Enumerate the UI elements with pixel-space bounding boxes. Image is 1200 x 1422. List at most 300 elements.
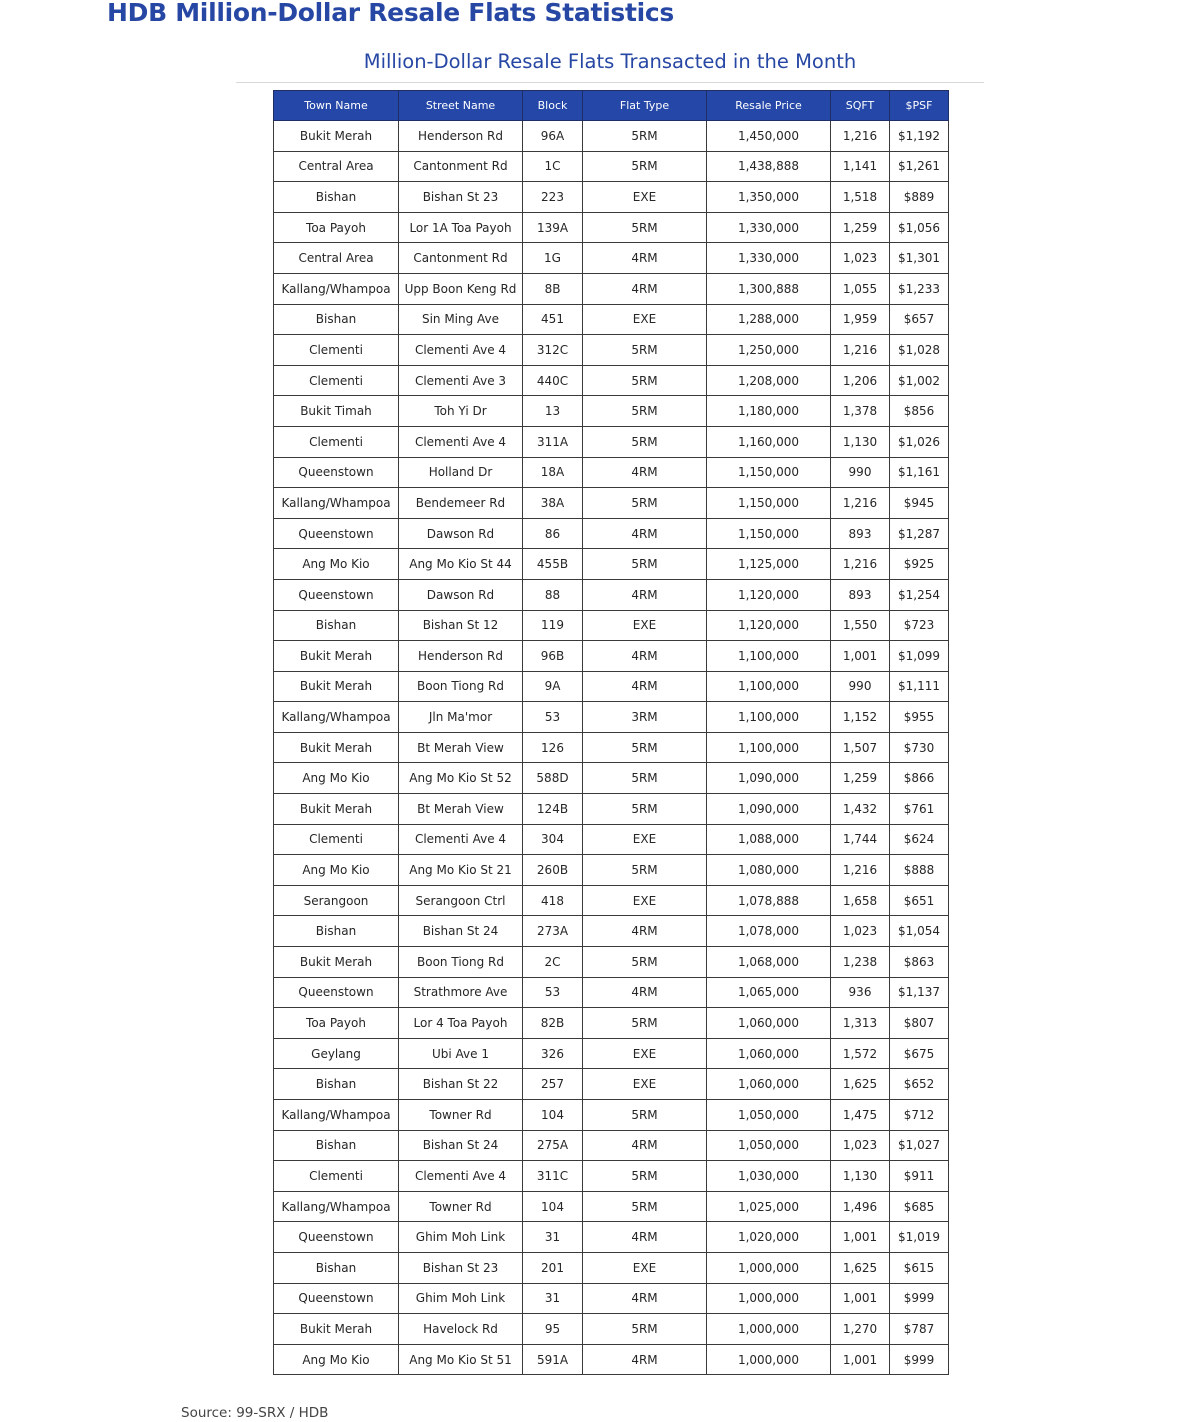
- cell-town-name: Ang Mo Kio: [274, 763, 399, 794]
- cell-psf: $955: [890, 702, 949, 733]
- table-row: [274, 1191, 949, 1222]
- cell-town-name: Bishan: [274, 610, 399, 641]
- cell-block: 9A: [523, 671, 583, 702]
- cell-sqft: 1,238: [831, 947, 890, 978]
- cell-sqft: 1,507: [831, 732, 890, 763]
- cell-flat-type: 5RM: [583, 1100, 707, 1131]
- cell-resale-price: 1,288,000: [707, 304, 831, 335]
- table-row: [274, 243, 949, 274]
- cell-street-name: Henderson Rd: [399, 641, 523, 672]
- table-row: [274, 304, 949, 335]
- cell-psf: $1,028: [890, 335, 949, 366]
- cell-psf: $1,287: [890, 518, 949, 549]
- cell-block: 96A: [523, 121, 583, 152]
- cell-street-name: Cantonment Rd: [399, 243, 523, 274]
- cell-resale-price: 1,120,000: [707, 579, 831, 610]
- cell-town-name: Toa Payoh: [274, 1008, 399, 1039]
- cell-block: 53: [523, 702, 583, 733]
- table-row: [274, 426, 949, 457]
- column-header-sqft: SQFT: [831, 91, 890, 121]
- cell-sqft: 1,130: [831, 426, 890, 457]
- cell-resale-price: 1,050,000: [707, 1130, 831, 1161]
- cell-sqft: 1,572: [831, 1038, 890, 1069]
- cell-psf: $945: [890, 488, 949, 519]
- cell-sqft: 1,475: [831, 1100, 890, 1131]
- cell-street-name: Bendemeer Rd: [399, 488, 523, 519]
- cell-resale-price: 1,078,000: [707, 916, 831, 947]
- cell-block: 440C: [523, 365, 583, 396]
- cell-sqft: 1,259: [831, 212, 890, 243]
- cell-town-name: Bishan: [274, 1252, 399, 1283]
- cell-town-name: Kallang/Whampoa: [274, 488, 399, 519]
- table-row: [274, 212, 949, 243]
- cell-sqft: 1,001: [831, 641, 890, 672]
- cell-sqft: 1,130: [831, 1161, 890, 1192]
- cell-resale-price: 1,000,000: [707, 1314, 831, 1345]
- cell-resale-price: 1,020,000: [707, 1222, 831, 1253]
- cell-block: 96B: [523, 641, 583, 672]
- cell-flat-type: 5RM: [583, 488, 707, 519]
- cell-sqft: 1,550: [831, 610, 890, 641]
- cell-sqft: 1,216: [831, 335, 890, 366]
- cell-block: 275A: [523, 1130, 583, 1161]
- cell-town-name: Bishan: [274, 182, 399, 213]
- cell-resale-price: 1,125,000: [707, 549, 831, 580]
- cell-town-name: Toa Payoh: [274, 212, 399, 243]
- cell-block: 418: [523, 885, 583, 916]
- cell-resale-price: 1,000,000: [707, 1344, 831, 1375]
- cell-sqft: 1,744: [831, 824, 890, 855]
- cell-town-name: Clementi: [274, 824, 399, 855]
- cell-block: 31: [523, 1222, 583, 1253]
- cell-flat-type: 5RM: [583, 947, 707, 978]
- cell-psf: $1,192: [890, 121, 949, 152]
- cell-street-name: Ang Mo Kio St 51: [399, 1344, 523, 1375]
- cell-resale-price: 1,250,000: [707, 335, 831, 366]
- cell-town-name: Clementi: [274, 426, 399, 457]
- cell-town-name: Bukit Merah: [274, 794, 399, 825]
- table-row: [274, 763, 949, 794]
- cell-block: 31: [523, 1283, 583, 1314]
- cell-block: 119: [523, 610, 583, 641]
- cell-psf: $1,026: [890, 426, 949, 457]
- cell-psf: $615: [890, 1252, 949, 1283]
- page-title: HDB Million-Dollar Resale Flats Statistics: [107, 0, 674, 27]
- cell-block: 591A: [523, 1344, 583, 1375]
- cell-psf: $866: [890, 763, 949, 794]
- cell-resale-price: 1,330,000: [707, 212, 831, 243]
- cell-flat-type: EXE: [583, 885, 707, 916]
- table-row: [274, 488, 949, 519]
- cell-resale-price: 1,100,000: [707, 671, 831, 702]
- cell-resale-price: 1,030,000: [707, 1161, 831, 1192]
- column-header-resale-price: Resale Price: [707, 91, 831, 121]
- cell-psf: $1,254: [890, 579, 949, 610]
- cell-sqft: 1,001: [831, 1222, 890, 1253]
- cell-flat-type: EXE: [583, 1038, 707, 1069]
- cell-block: 311C: [523, 1161, 583, 1192]
- table-row: [274, 977, 949, 1008]
- cell-flat-type: 4RM: [583, 243, 707, 274]
- table-row: [274, 1314, 949, 1345]
- cell-sqft: 1,259: [831, 763, 890, 794]
- column-header-psf: $PSF: [890, 91, 949, 121]
- cell-block: 124B: [523, 794, 583, 825]
- cell-flat-type: EXE: [583, 610, 707, 641]
- cell-resale-price: 1,330,000: [707, 243, 831, 274]
- cell-block: 104: [523, 1100, 583, 1131]
- cell-resale-price: 1,060,000: [707, 1038, 831, 1069]
- cell-flat-type: EXE: [583, 1069, 707, 1100]
- cell-street-name: Sin Ming Ave: [399, 304, 523, 335]
- cell-flat-type: 5RM: [583, 1008, 707, 1039]
- cell-psf: $1,261: [890, 151, 949, 182]
- cell-flat-type: 3RM: [583, 702, 707, 733]
- cell-town-name: Clementi: [274, 1161, 399, 1192]
- cell-flat-type: 5RM: [583, 1161, 707, 1192]
- cell-town-name: Queenstown: [274, 518, 399, 549]
- cell-town-name: Kallang/Whampoa: [274, 1191, 399, 1222]
- cell-street-name: Towner Rd: [399, 1191, 523, 1222]
- cell-town-name: Clementi: [274, 335, 399, 366]
- cell-flat-type: 4RM: [583, 518, 707, 549]
- cell-block: 451: [523, 304, 583, 335]
- table-row: [274, 824, 949, 855]
- cell-resale-price: 1,100,000: [707, 641, 831, 672]
- cell-block: 588D: [523, 763, 583, 794]
- cell-sqft: 1,023: [831, 916, 890, 947]
- cell-street-name: Ubi Ave 1: [399, 1038, 523, 1069]
- cell-street-name: Bishan St 12: [399, 610, 523, 641]
- cell-resale-price: 1,000,000: [707, 1252, 831, 1283]
- cell-block: 53: [523, 977, 583, 1008]
- table-row: [274, 365, 949, 396]
- title-divider: [236, 82, 984, 83]
- cell-street-name: Ang Mo Kio St 44: [399, 549, 523, 580]
- cell-sqft: 1,216: [831, 549, 890, 580]
- cell-town-name: Queenstown: [274, 457, 399, 488]
- cell-street-name: Holland Dr: [399, 457, 523, 488]
- cell-sqft: 1,206: [831, 365, 890, 396]
- cell-psf: $1,002: [890, 365, 949, 396]
- cell-block: 223: [523, 182, 583, 213]
- cell-flat-type: 4RM: [583, 916, 707, 947]
- cell-resale-price: 1,088,000: [707, 824, 831, 855]
- table-row: [274, 885, 949, 916]
- cell-psf: $712: [890, 1100, 949, 1131]
- cell-block: 139A: [523, 212, 583, 243]
- cell-block: 38A: [523, 488, 583, 519]
- cell-town-name: Ang Mo Kio: [274, 549, 399, 580]
- cell-street-name: Ang Mo Kio St 21: [399, 855, 523, 886]
- cell-street-name: Clementi Ave 4: [399, 1161, 523, 1192]
- cell-resale-price: 1,080,000: [707, 855, 831, 886]
- cell-flat-type: 4RM: [583, 641, 707, 672]
- cell-flat-type: 5RM: [583, 151, 707, 182]
- cell-street-name: Bishan St 22: [399, 1069, 523, 1100]
- cell-sqft: 1,023: [831, 1130, 890, 1161]
- cell-street-name: Ghim Moh Link: [399, 1283, 523, 1314]
- cell-psf: $723: [890, 610, 949, 641]
- cell-town-name: Queenstown: [274, 579, 399, 610]
- cell-flat-type: 5RM: [583, 794, 707, 825]
- cell-psf: $1,019: [890, 1222, 949, 1253]
- cell-town-name: Serangoon: [274, 885, 399, 916]
- table-row: [274, 1038, 949, 1069]
- table-row: [274, 182, 949, 213]
- cell-sqft: 990: [831, 457, 890, 488]
- cell-flat-type: 4RM: [583, 579, 707, 610]
- cell-resale-price: 1,350,000: [707, 182, 831, 213]
- cell-psf: $999: [890, 1344, 949, 1375]
- cell-resale-price: 1,450,000: [707, 121, 831, 152]
- cell-sqft: 893: [831, 518, 890, 549]
- table-row: [274, 702, 949, 733]
- cell-resale-price: 1,100,000: [707, 702, 831, 733]
- cell-block: 273A: [523, 916, 583, 947]
- cell-sqft: 1,518: [831, 182, 890, 213]
- cell-psf: $1,027: [890, 1130, 949, 1161]
- table-row: [274, 916, 949, 947]
- cell-psf: $925: [890, 549, 949, 580]
- cell-town-name: Ang Mo Kio: [274, 855, 399, 886]
- column-header-street-name: Street Name: [399, 91, 523, 121]
- cell-psf: $1,111: [890, 671, 949, 702]
- table-row: [274, 1252, 949, 1283]
- cell-flat-type: 4RM: [583, 1222, 707, 1253]
- table-row: [274, 518, 949, 549]
- cell-block: 1C: [523, 151, 583, 182]
- cell-street-name: Boon Tiong Rd: [399, 947, 523, 978]
- cell-town-name: Kallang/Whampoa: [274, 273, 399, 304]
- table-row: [274, 610, 949, 641]
- cell-sqft: 1,625: [831, 1069, 890, 1100]
- cell-town-name: Central Area: [274, 243, 399, 274]
- cell-psf: $1,054: [890, 916, 949, 947]
- cell-sqft: 1,658: [831, 885, 890, 916]
- header-row: [274, 91, 949, 121]
- cell-psf: $651: [890, 885, 949, 916]
- cell-block: 201: [523, 1252, 583, 1283]
- cell-resale-price: 1,160,000: [707, 426, 831, 457]
- cell-psf: $1,137: [890, 977, 949, 1008]
- cell-street-name: Upp Boon Keng Rd: [399, 273, 523, 304]
- cell-flat-type: 5RM: [583, 1314, 707, 1345]
- cell-psf: $1,233: [890, 273, 949, 304]
- cell-resale-price: 1,060,000: [707, 1069, 831, 1100]
- cell-street-name: Bt Merah View: [399, 732, 523, 763]
- table-row: [274, 1069, 949, 1100]
- table-row: [274, 1283, 949, 1314]
- cell-sqft: 1,625: [831, 1252, 890, 1283]
- cell-street-name: Lor 1A Toa Payoh: [399, 212, 523, 243]
- cell-town-name: Bishan: [274, 1069, 399, 1100]
- table-row: [274, 151, 949, 182]
- cell-block: 326: [523, 1038, 583, 1069]
- cell-town-name: Central Area: [274, 151, 399, 182]
- cell-block: 86: [523, 518, 583, 549]
- cell-street-name: Serangoon Ctrl: [399, 885, 523, 916]
- table-row: [274, 549, 949, 580]
- cell-resale-price: 1,065,000: [707, 977, 831, 1008]
- cell-street-name: Jln Ma'mor: [399, 702, 523, 733]
- cell-flat-type: 4RM: [583, 273, 707, 304]
- cell-resale-price: 1,000,000: [707, 1283, 831, 1314]
- table-row: [274, 947, 949, 978]
- table-row: [274, 273, 949, 304]
- cell-resale-price: 1,050,000: [707, 1100, 831, 1131]
- cell-resale-price: 1,120,000: [707, 610, 831, 641]
- cell-resale-price: 1,208,000: [707, 365, 831, 396]
- table-row: [274, 794, 949, 825]
- cell-resale-price: 1,150,000: [707, 488, 831, 519]
- table-row: [274, 671, 949, 702]
- cell-town-name: Geylang: [274, 1038, 399, 1069]
- cell-street-name: Bishan St 24: [399, 1130, 523, 1161]
- cell-sqft: 1,378: [831, 396, 890, 427]
- cell-flat-type: 5RM: [583, 855, 707, 886]
- cell-town-name: Queenstown: [274, 1283, 399, 1314]
- cell-sqft: 1,001: [831, 1344, 890, 1375]
- cell-town-name: Kallang/Whampoa: [274, 1100, 399, 1131]
- table-row: [274, 335, 949, 366]
- cell-sqft: 1,055: [831, 273, 890, 304]
- cell-psf: $675: [890, 1038, 949, 1069]
- cell-town-name: Bukit Merah: [274, 121, 399, 152]
- resale-flats-table: [273, 90, 949, 1375]
- cell-sqft: 990: [831, 671, 890, 702]
- cell-sqft: 1,216: [831, 488, 890, 519]
- cell-block: 260B: [523, 855, 583, 886]
- cell-psf: $889: [890, 182, 949, 213]
- cell-sqft: 936: [831, 977, 890, 1008]
- cell-psf: $863: [890, 947, 949, 978]
- cell-flat-type: 5RM: [583, 396, 707, 427]
- cell-flat-type: 5RM: [583, 763, 707, 794]
- cell-flat-type: 4RM: [583, 457, 707, 488]
- cell-street-name: Bishan St 23: [399, 1252, 523, 1283]
- cell-block: 13: [523, 396, 583, 427]
- cell-psf: $856: [890, 396, 949, 427]
- cell-sqft: 1,216: [831, 121, 890, 152]
- cell-block: 8B: [523, 273, 583, 304]
- cell-flat-type: 5RM: [583, 365, 707, 396]
- cell-block: 455B: [523, 549, 583, 580]
- cell-flat-type: 5RM: [583, 732, 707, 763]
- cell-street-name: Ang Mo Kio St 52: [399, 763, 523, 794]
- cell-resale-price: 1,300,888: [707, 273, 831, 304]
- cell-flat-type: 5RM: [583, 1191, 707, 1222]
- cell-block: 257: [523, 1069, 583, 1100]
- cell-resale-price: 1,060,000: [707, 1008, 831, 1039]
- cell-town-name: Queenstown: [274, 1222, 399, 1253]
- cell-psf: $1,056: [890, 212, 949, 243]
- cell-resale-price: 1,100,000: [707, 732, 831, 763]
- cell-street-name: Lor 4 Toa Payoh: [399, 1008, 523, 1039]
- cell-town-name: Ang Mo Kio: [274, 1344, 399, 1375]
- cell-street-name: Henderson Rd: [399, 121, 523, 152]
- table-body: [274, 121, 949, 1375]
- cell-psf: $624: [890, 824, 949, 855]
- cell-street-name: Ghim Moh Link: [399, 1222, 523, 1253]
- table-row: [274, 732, 949, 763]
- table-row: [274, 1008, 949, 1039]
- cell-street-name: Strathmore Ave: [399, 977, 523, 1008]
- cell-street-name: Boon Tiong Rd: [399, 671, 523, 702]
- cell-flat-type: 5RM: [583, 212, 707, 243]
- cell-sqft: 1,141: [831, 151, 890, 182]
- cell-block: 2C: [523, 947, 583, 978]
- cell-psf: $1,099: [890, 641, 949, 672]
- cell-sqft: 1,270: [831, 1314, 890, 1345]
- cell-street-name: Bt Merah View: [399, 794, 523, 825]
- cell-resale-price: 1,090,000: [707, 794, 831, 825]
- cell-street-name: Havelock Rd: [399, 1314, 523, 1345]
- cell-resale-price: 1,078,888: [707, 885, 831, 916]
- cell-street-name: Bishan St 23: [399, 182, 523, 213]
- cell-resale-price: 1,150,000: [707, 457, 831, 488]
- cell-flat-type: 4RM: [583, 1344, 707, 1375]
- cell-street-name: Clementi Ave 3: [399, 365, 523, 396]
- cell-town-name: Bishan: [274, 1130, 399, 1161]
- cell-town-name: Kallang/Whampoa: [274, 702, 399, 733]
- table-header: [274, 91, 949, 121]
- cell-flat-type: 4RM: [583, 977, 707, 1008]
- table-title: Million-Dollar Resale Flats Transacted in the Month: [363, 50, 857, 73]
- cell-street-name: Dawson Rd: [399, 579, 523, 610]
- cell-flat-type: 4RM: [583, 1130, 707, 1161]
- cell-street-name: Towner Rd: [399, 1100, 523, 1131]
- table-row: [274, 1100, 949, 1131]
- table-row: [274, 855, 949, 886]
- cell-resale-price: 1,180,000: [707, 396, 831, 427]
- cell-psf: $1,161: [890, 457, 949, 488]
- cell-flat-type: 5RM: [583, 335, 707, 366]
- cell-flat-type: 4RM: [583, 1283, 707, 1314]
- cell-resale-price: 1,438,888: [707, 151, 831, 182]
- cell-town-name: Bishan: [274, 304, 399, 335]
- cell-flat-type: EXE: [583, 824, 707, 855]
- table-row: [274, 457, 949, 488]
- cell-psf: $657: [890, 304, 949, 335]
- cell-town-name: Bukit Merah: [274, 947, 399, 978]
- cell-block: 304: [523, 824, 583, 855]
- table-row: [274, 1222, 949, 1253]
- table-row: [274, 121, 949, 152]
- cell-block: 95: [523, 1314, 583, 1345]
- cell-sqft: 1,432: [831, 794, 890, 825]
- cell-psf: $1,301: [890, 243, 949, 274]
- cell-sqft: 1,023: [831, 243, 890, 274]
- table-row: [274, 579, 949, 610]
- cell-town-name: Queenstown: [274, 977, 399, 1008]
- cell-block: 18A: [523, 457, 583, 488]
- cell-sqft: 1,001: [831, 1283, 890, 1314]
- cell-town-name: Clementi: [274, 365, 399, 396]
- cell-sqft: 1,959: [831, 304, 890, 335]
- cell-town-name: Bukit Merah: [274, 1314, 399, 1345]
- cell-resale-price: 1,150,000: [707, 518, 831, 549]
- cell-flat-type: 5RM: [583, 549, 707, 580]
- cell-block: 88: [523, 579, 583, 610]
- cell-block: 312C: [523, 335, 583, 366]
- cell-town-name: Bukit Merah: [274, 641, 399, 672]
- cell-street-name: Cantonment Rd: [399, 151, 523, 182]
- source-note: Source: 99-SRX / HDB: [181, 1405, 329, 1421]
- column-header-block: Block: [523, 91, 583, 121]
- cell-psf: $807: [890, 1008, 949, 1039]
- table-row: [274, 1161, 949, 1192]
